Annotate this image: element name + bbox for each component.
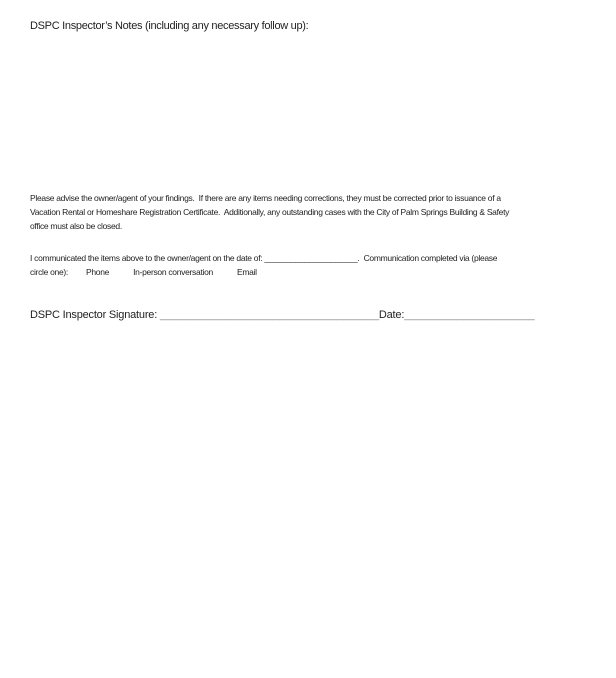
communication-line-1	[30, 251, 497, 265]
advisory-line-1: Please advise the owner/agent of your findings. If there are any items needing corrections, they must be corrected prior to issuance of a	[30, 193, 501, 203]
option-email: Email	[236, 267, 257, 277]
signature-label: DSPC Inspector Signature:	[30, 309, 160, 321]
date-blank: ______________________	[404, 309, 535, 321]
date-of-blank: _____________________	[264, 253, 358, 263]
circle-one-label: circle one):	[30, 267, 68, 277]
date-label: Date:	[378, 309, 405, 321]
communication-text-suffix: . Communication completed via (please	[357, 253, 498, 263]
option-phone: Phone	[85, 267, 110, 277]
communication-text-prefix: I communicated the items above to the owner/agent on the date of:	[30, 253, 265, 263]
option-in-person: In-person conversation	[133, 267, 213, 277]
notes-writing-area	[30, 45, 560, 185]
communication-paragraph	[30, 251, 497, 279]
communication-line-2	[30, 265, 497, 279]
advisory-line-2: Vacation Rental or Homeshare Registration Certificate. Additionally, any outstanding cases with the City of Palm Springs Building & Safety	[30, 207, 510, 217]
signature-blank: _____________________________________	[159, 309, 379, 321]
advisory-paragraph	[30, 191, 509, 233]
advisory-line-3: office must also be closed.	[30, 221, 122, 231]
signature-row	[30, 309, 534, 321]
notes-heading: DSPC Inspector’s Notes (including any necessary follow up):	[30, 20, 309, 32]
